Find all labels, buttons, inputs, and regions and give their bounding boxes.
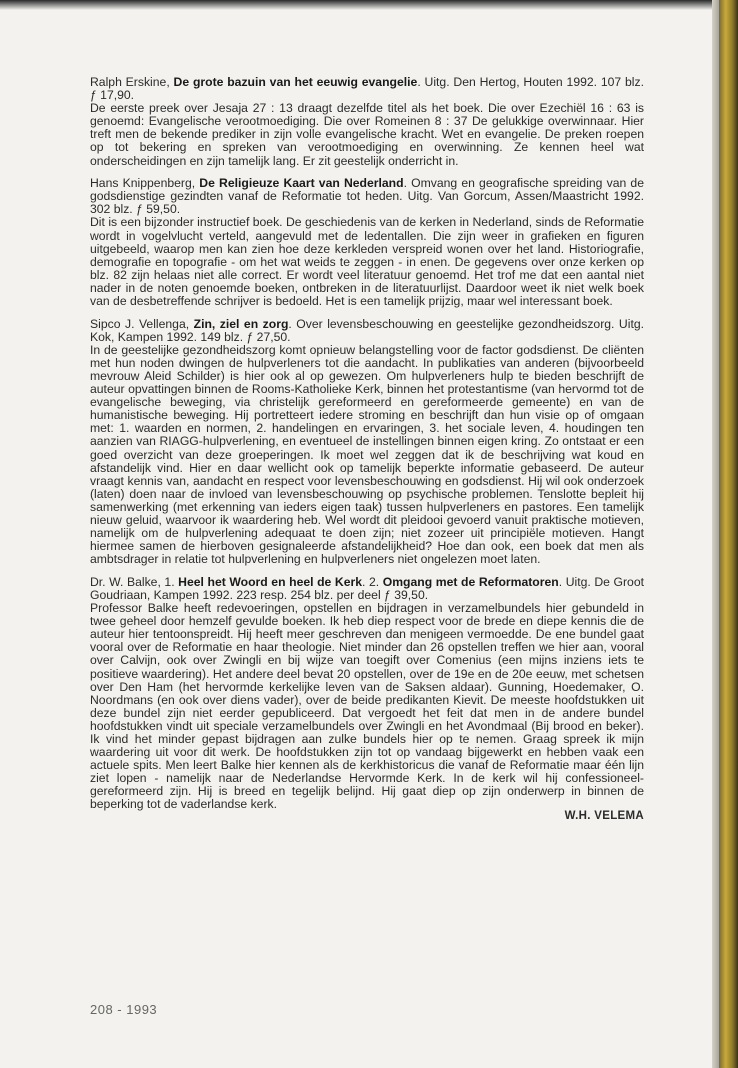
reviewer-signature: W.H. VELEMA (564, 809, 644, 822)
entry-heading (90, 177, 644, 216)
entry-review: In de geestelijke gezondheidszorg komt opnieuw belangstelling voor de factor godsdienst. De cliënten met hun noden dwingen de hulpverleners tot die aandacht. In publikaties van anderen (bijvoorbeeld mevrouw Aleid Schilder) is hier ook al op gewezen. Om hulpverleners hulp te bieden beschrijft de auteur opvattingen binnen de Rooms-Katholieke Kerk, binnen het protestantisme (van hervormd tot de evangelische beweging, via christelijk gereformeerd en gereformeerde gemeente) en van de humanistische beweging. Hij portretteert iedere stroming en beschrijft dan hun visie op of omgaan met: 1. waarden en normen, 2. handelingen en ervaringen, 3. het sociale leven, 4. houdingen ten aanzien van RIAGG-hulpverlening, en eventueel de instellingen binnen eigen kring. Zo ontstaat er een goed overzicht van deze groeperingen. Ik moet wel zeggen dat ik de beschrijving wat koud en afstandelijk vind. Hier en daar wellicht ook op tamelijk beperkte informatie gebaseerd. De auteur vraagt kennis van, aandacht en respect voor levensbeschouwing en godsdienst. Hij wil ook onderzoek (laten) doen naar de invloed van levensbeschouwing op psychische problemen. Tenslotte bepleit hij samenwerking (met erkenning van ieders eigen taak) tussen hulpverleners en pastores. Een tamelijk nieuw geluid, waarvoor ik waardering heb. Wel wordt dit pleidooi gevoerd vanuit praktische motieven, namelijk om de hulpverlening adequaat te doen zijn; niet zozeer uit principiële motieven. Hangt hiermee samen de hierboven gesignaleerde afstandelijkheid? Hoe dan ook, een boek dat men als ambtsdrager in relatie tot hulpverlening en hulpverleners niet ongelezen moet laten. (90, 342, 644, 567)
entry-heading (90, 76, 644, 102)
entry-title-2: Omgang met de Reformatoren (382, 574, 559, 589)
book-binding (719, 0, 738, 1068)
reviews-column (90, 76, 644, 832)
review-entry-balke (90, 576, 644, 823)
page-number: 208 - 1993 (90, 1002, 158, 1017)
review-entry-vellenga (90, 318, 644, 567)
entry-title: Heel het Woord en heel de Kerk (178, 574, 362, 589)
review-entry-erskine (90, 76, 644, 168)
page-edge (712, 0, 719, 1068)
entry-review: Dit is een bijzonder instructief boek. De geschiedenis van de kerken in Nederland, sinds de Reformatie wordt in vogelvlucht verteld, aangevuld met de ledentallen. Die zijn weer in grafieken en figuren uitgebeeld, waarop men kan zien hoe deze kerkleden verspreid wonen over het land. Historiografie, demografie en topografie - om het wat weids te zeggen - in enen. De gegevens over onze kerken op blz. 82 zijn helaas niet alle correct. Er wordt veel literatuur genoemd. Het trof me dat een aantal niet nader in de noten genoemde boeken, ontbreken in de literatuurlijst. Daardoor weet ik niet welk boek van de desbetreffende schrijver is bedoeld. Het is een tamelijk prijzig, maar wel interessant boek. (90, 215, 644, 308)
entry-author: Hans Knippenberg, (90, 176, 200, 191)
entry-mid: . 2. (362, 574, 383, 589)
entry-meta: . Over levensbeschouwing en geestelijke gezondheidszorg. Uitg. Kok, Kampen 1992. 149 blz. ƒ 27,50. (90, 316, 644, 344)
entry-title: Zin, ziel en zorg (193, 316, 289, 331)
entry-title: De Religieuze Kaart van Nederland (199, 176, 404, 191)
entry-meta: . Uitg. Den Hertog, Houten 1992. 107 blz. ƒ 17,90. (90, 75, 644, 103)
entry-title: De grote bazuin van het eeuwig evangelie (173, 75, 418, 89)
entry-meta: . Omvang en geografische spreiding van de godsdienstige gezindten vanaf de Reformatie tot heden. Uitg. Van Gorcum, Assen/Maastricht 1992. 302 blz. ƒ 59,50. (90, 176, 644, 217)
entry-review: Professor Balke heeft redevoeringen, opstellen en bijdragen in verzamelbundels hier gebundeld in twee geheel door hemzelf gevulde boeken. Ik heb diep respect voor de brede en diepe kennis die de auteur hier tentoonspreidt. Hij heeft meer geschreven dan menigeen vermoedde. De ene bundel gaat vooral over de Reformatie en haar theologie. Niet minder dan 26 opstellen treffen we hier aan, vooral over Calvijn, ook over Zwingli en bij wijze van toegift over Comenius (een mijns inziens iets te positieve waardering). Het andere deel bevat 20 opstellen, over de 19e en de 20e eeuw, met schetsen over Den Ham (het hervormde kerkelijke leven van de Saksen aldaar). Gunning, Hoedemaker, O. Noordmans (en ook over diens vader), over de beide predikanten Kievit. De meeste hoofdstukken uit deze bundel zijn niet eerder gepubliceerd. Dat vergoedt het feit dat men in de andere bundel hoofdstukken vindt uit speciale verzamelbundels over Zwingli en het Avondmaal (Bij brood en beker). Ik vind het minder gepast bijdragen aan zulke bundels hier op te nemen. Graag spreek ik mijn waardering uit voor dit werk. De hoofdstukken zijn tot op vandaag bijgewerkt en hebben vaak een actuele spits. Men leert Balke hier kennen als de kerkhistoricus die vanaf de Reformatie maar één lijn ziet lopen - namelijk naar de Nederlandse Hervormde Kerk. In de kerk wil hij confessioneel-gereformeerd zijn. Hij is breed en tegelijk belijnd. Hij gaat diep op zijn onderwerp in binnen de beperking tot de vaderlandse kerk. (90, 601, 644, 812)
entry-meta: . Uitg. De Groot Goudriaan, Kampen 1992. 223 resp. 254 blz. per deel ƒ 39,50. (90, 574, 644, 602)
review-entry-knippenberg (90, 177, 644, 308)
entry-review: De eerste preek over Jesaja 27 : 13 draagt dezelfde titel als het boek. Die over Ezechiël 16 : 63 is genoemd: Evangelische verootmoediging. Die over Romeinen 8 : 37 De gelukkige overwinnaar. Hier treft men de bekende prediker in zijn volle evangelische kracht. Wet en evangelie. De preken roepen op tot bekering en spreken van verootmoediging en overwinning. Ze kennen heel wat onderscheidingen en zijn tamelijk lang. Er zit geestelijk onderricht in. (90, 101, 644, 168)
entry-author: Dr. W. Balke, 1. (90, 574, 179, 589)
entry-heading (90, 576, 644, 602)
page-top-shadow (0, 0, 719, 10)
entry-heading (90, 318, 644, 344)
entry-author: Ralph Erskine, (90, 75, 174, 89)
entry-author: Sipco J. Vellenga, (90, 316, 194, 331)
